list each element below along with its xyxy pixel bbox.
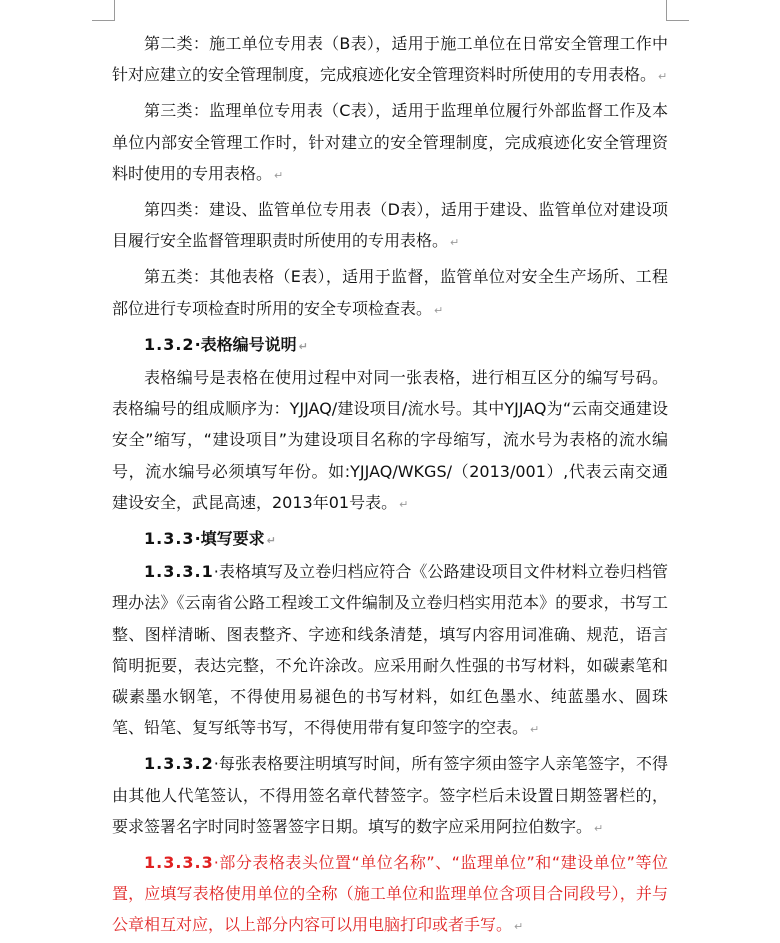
- paragraph-mark-icon: ↵: [594, 821, 604, 835]
- page-corner-mark-left: [92, 0, 115, 21]
- clause-number: 1.3.3.3: [144, 853, 214, 873]
- section-title: 填写要求: [200, 529, 265, 549]
- paragraph-mark-icon: ↵: [450, 236, 460, 250]
- paragraph-text: 第二类：施工单位专用表（B表），适用于施工单位在日常安全管理工作中针对应建立的安全管理制度，完成痕迹化安全管理资料时所使用的专用表格。: [112, 34, 668, 85]
- section-heading: 1.3.2·表格编号说明 ↵: [144, 334, 308, 354]
- page-corner-mark-right: [666, 0, 689, 21]
- clause-number: 1.3.3.2: [144, 754, 214, 774]
- paragraph-text: 部分表格表头位置“单位名称”、“监理单位”和“建设单位”等位置，应填写表格使用单位的全称（施工单位和监理单位含项目合同段号），并与公章相互对应，以上部分内容可以用电脑打印或者手写。: [112, 853, 668, 935]
- body-paragraph: 1.3.3.1·表格填写及立卷归档应符合《公路建设项目文件材料立卷归档管理办法》《云南省公路工程竣工文件编制及立卷归档实用范本》的要求，书写工整、图样清晰、图表整齐、字迹和线条清楚，填写内容用词准确、规范，语言简明扼要，表达完整，不允许涂改。应采用耐久性强的书写材料，如碳素笔和碳素墨水钢笔，不得使用易褪色的书写材料，如红色墨水、纯蓝墨水、圆珠笔、铅笔、复写纸等书写，不得使用带有复印签字的空表。 ↵: [112, 562, 668, 738]
- paragraph-text: 表格编号是表格在使用过程中对同一张表格，进行相互区分的编写号码。表格编号的组成顺序为：YJJAQ/建设项目/流水号。其中YJJAQ为“云南交通建设安全”缩写，“建设项目”为建设项目名称的字母缩写，流水号为表格的流水编号，流水编号必须填写年份。如:YJJAQ/WKGS/（2013/001）,代表云南交通建设安全，武昆高速，2013年01号表。: [112, 368, 668, 512]
- paragraph-text: 第四类：建设、监管单位专用表（D表），适用于建设、监管单位对建设项目履行安全监督管理职责时所使用的专用表格。: [112, 200, 668, 251]
- paragraph-mark-icon: ↵: [434, 303, 444, 317]
- section-heading: 1.3.3·填写要求 ↵: [144, 529, 276, 549]
- paragraph-text: 第三类：监理单位专用表（C表），适用于监理单位履行外部监督工作及本单位内部安全管理工作时，针对建立的安全管理制度，完成痕迹化安全管理资料时使用的专用表格。: [112, 101, 668, 183]
- paragraph-mark-icon: ↵: [399, 497, 409, 511]
- paragraph-text: 表格填写及立卷归档应符合《公路建设项目文件材料立卷归档管理办法》《云南省公路工程竣工文件编制及立卷归档实用范本》的要求，书写工整、图样清晰、图表整齐、字迹和线条清楚，填写内容用词准确、规范，语言简明扼要，表达完整，不允许涂改。应采用耐久性强的书写材料，如碳素笔和碳素墨水钢笔，不得使用易褪色的书写材料，如红色墨水、纯蓝墨水、圆珠笔、铅笔、复写纸等书写，不得使用带有复印签字的空表。: [112, 562, 668, 738]
- clause-number: 1.3.3.1: [144, 562, 214, 582]
- body-paragraph: [112, 194, 668, 258]
- body-paragraph: 1.3.3.3·部分表格表头位置“单位名称”、“监理单位”和“建设单位”等位置，应填写表格使用单位的全称（施工单位和监理单位含项目合同段号），并与公章相互对应，以上部分内容可以用电脑打印或者手写。 ↵: [112, 853, 668, 935]
- body-paragraph: [112, 95, 668, 191]
- section-title: 表格编号说明: [200, 334, 297, 354]
- paragraph-mark-icon: ↵: [298, 339, 308, 353]
- paragraph-mark-icon: ↵: [658, 70, 668, 84]
- paragraph-mark-icon: ↵: [514, 920, 524, 934]
- body-paragraph: [112, 28, 668, 92]
- body-paragraph: 1.3.3.2·每张表格要注明填写时间，所有签字须由签字人亲笔签字，不得由其他人代笔签认，不得用签名章代替签字。签字栏后未设置日期签署栏的，要求签署名字时同时签署签字日期。填写的数字应采用阿拉伯数字。 ↵: [112, 754, 668, 836]
- paragraph-mark-icon: ↵: [530, 723, 540, 737]
- body-paragraph: [112, 261, 668, 325]
- body-paragraph: [112, 362, 668, 520]
- paragraph-text: 第五类：其他表格（E表），适用于监督，监管单位对安全生产场所、工程部位进行专项检查时所用的安全专项检查表。: [112, 267, 668, 318]
- document-body: [112, 28, 668, 943]
- paragraph-mark-icon: ↵: [266, 534, 276, 548]
- paragraph-text: 每张表格要注明填写时间，所有签字须由签字人亲笔签字，不得由其他人代笔签认，不得用签名章代替签字。签字栏后未设置日期签署栏的，要求签署名字时同时签署签字日期。填写的数字应采用阿拉伯数字。: [112, 754, 668, 836]
- paragraph-mark-icon: ↵: [274, 168, 284, 182]
- section-number: 1.3.3: [144, 529, 195, 549]
- section-number: 1.3.2: [144, 334, 195, 354]
